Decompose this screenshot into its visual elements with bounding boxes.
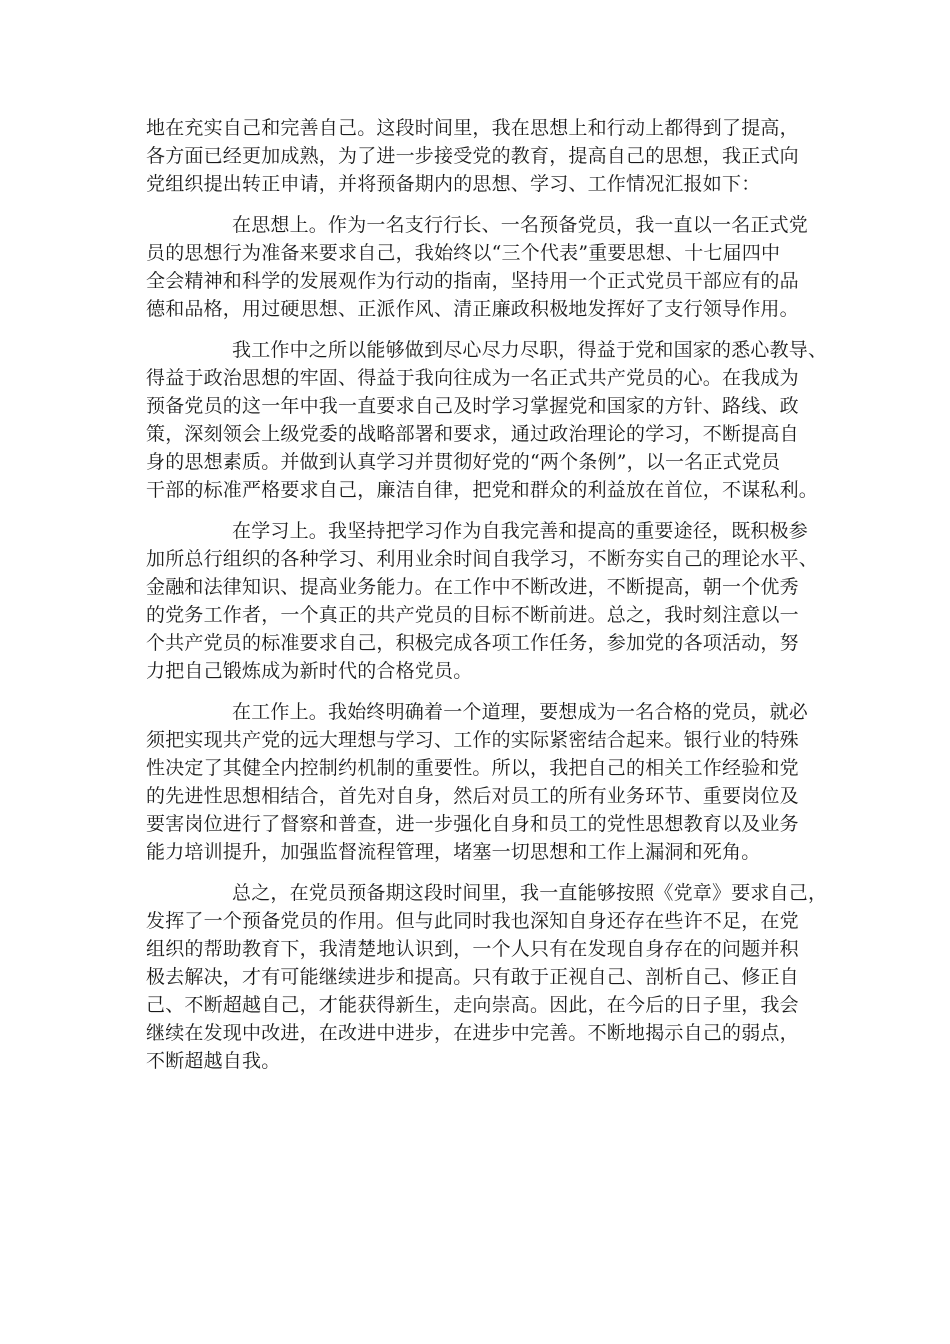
document-body bbox=[146, 114, 836, 1075]
text-line: 预备党员的这一年中我一直要求自己及时学习掌握党和国家的方针、路线、政 bbox=[146, 395, 799, 417]
text-line: 组织的帮助教育下，我清楚地认识到，一个人只有在发现自身存在的问题并积 bbox=[146, 938, 799, 960]
text-line: 在思想上。作为一名支行行长、一名预备党员，我一直以一名正式党 bbox=[232, 214, 809, 236]
text-line: 策，深刻领会上级党委的战略部署和要求，通过政治理论的学习，不断提高自 bbox=[146, 423, 799, 445]
text-line: 不断超越自我。 bbox=[146, 1050, 281, 1072]
text-line: 全会精神和科学的发展观作为行动的指南，坚持用一个正式党员干部应有的品 bbox=[146, 270, 799, 292]
paragraph bbox=[146, 698, 836, 866]
text-line: 己、不断超越自己，才能获得新生，走向崇高。因此，在今后的日子里，我会 bbox=[146, 994, 799, 1016]
paragraph bbox=[146, 211, 836, 323]
text-line: 须把实现共产党的远大理想与学习、工作的实际紧密结合起来。银行业的特殊 bbox=[146, 729, 799, 751]
text-line: 干部的标准严格要求自己，廉洁自律，把党和群众的利益放在首位，不谋私利。 bbox=[146, 479, 819, 501]
text-line: 党组织提出转正申请，并将预备期内的思想、学习、工作情况汇报如下： bbox=[146, 173, 761, 195]
paragraph bbox=[146, 114, 836, 198]
paragraph bbox=[146, 879, 836, 1075]
paragraph bbox=[146, 336, 836, 504]
text-line: 发挥了一个预备党员的作用。但与此同时我也深知自身还存在些许不足，在党 bbox=[146, 910, 799, 932]
paragraph bbox=[146, 517, 836, 685]
text-line: 个共产党员的标准要求自己，积极完成各项工作任务，参加党的各项活动，努 bbox=[146, 632, 799, 654]
text-line: 在学习上。我坚持把学习作为自我完善和提高的重要途径，既积极参 bbox=[232, 520, 809, 542]
text-line: 性决定了其健全内控制约机制的重要性。所以，我把自己的相关工作经验和党 bbox=[146, 757, 799, 779]
text-line: 极去解决，才有可能继续进步和提高。只有敢于正视自己、剖析自己、修正自 bbox=[146, 966, 799, 988]
text-line: 地在充实自己和完善自己。这段时间里，我在思想上和行动上都得到了提高， bbox=[146, 117, 799, 139]
text-line: 德和品格，用过硬思想、正派作风、清正廉政积极地发挥好了支行领导作用。 bbox=[146, 298, 799, 320]
text-line: 得益于政治思想的牢固、得益于我向往成为一名正式共产党员的心。在我成为 bbox=[146, 367, 799, 389]
text-line: 在工作上。我始终明确着一个道理，要想成为一名合格的党员，就必 bbox=[232, 701, 809, 723]
text-line: 金融和法律知识、提高业务能力。在工作中不断改进，不断提高，朝一个优秀 bbox=[146, 576, 799, 598]
text-line: 能力培训提升，加强监督流程管理，堵塞一切思想和工作上漏洞和死角。 bbox=[146, 841, 761, 863]
text-line: 总之，在党员预备期这段时间里，我一直能够按照《党章》要求自己， bbox=[232, 882, 828, 904]
text-line: 员的思想行为准备来要求自己，我始终以“三个代表”重要思想、十七届四中 bbox=[146, 242, 781, 264]
text-line: 继续在发现中改进，在改进中进步，在进步中完善。不断地揭示自己的弱点， bbox=[146, 1022, 799, 1044]
text-line: 要害岗位进行了督察和普查，进一步强化自身和员工的党性思想教育以及业务 bbox=[146, 813, 799, 835]
text-line: 身的思想素质。并做到认真学习并贯彻好党的“两个条例”，以一名正式党员 bbox=[146, 451, 781, 473]
text-line: 的党务工作者，一个真正的共产党员的目标不断前进。总之，我时刻注意以一 bbox=[146, 604, 799, 626]
text-line: 各方面已经更加成熟，为了进一步接受党的教育，提高自己的思想，我正式向 bbox=[146, 145, 799, 167]
text-line: 的先进性思想相结合，首先对自身，然后对员工的所有业务环节、重要岗位及 bbox=[146, 785, 799, 807]
text-line: 加所总行组织的各种学习、利用业余时间自我学习，不断夯实自己的理论水平、 bbox=[146, 548, 819, 570]
text-line: 我工作中之所以能够做到尽心尽力尽职，得益于党和国家的悉心教导、 bbox=[232, 339, 828, 361]
text-line: 力把自己锻炼成为新时代的合格党员。 bbox=[146, 660, 473, 682]
